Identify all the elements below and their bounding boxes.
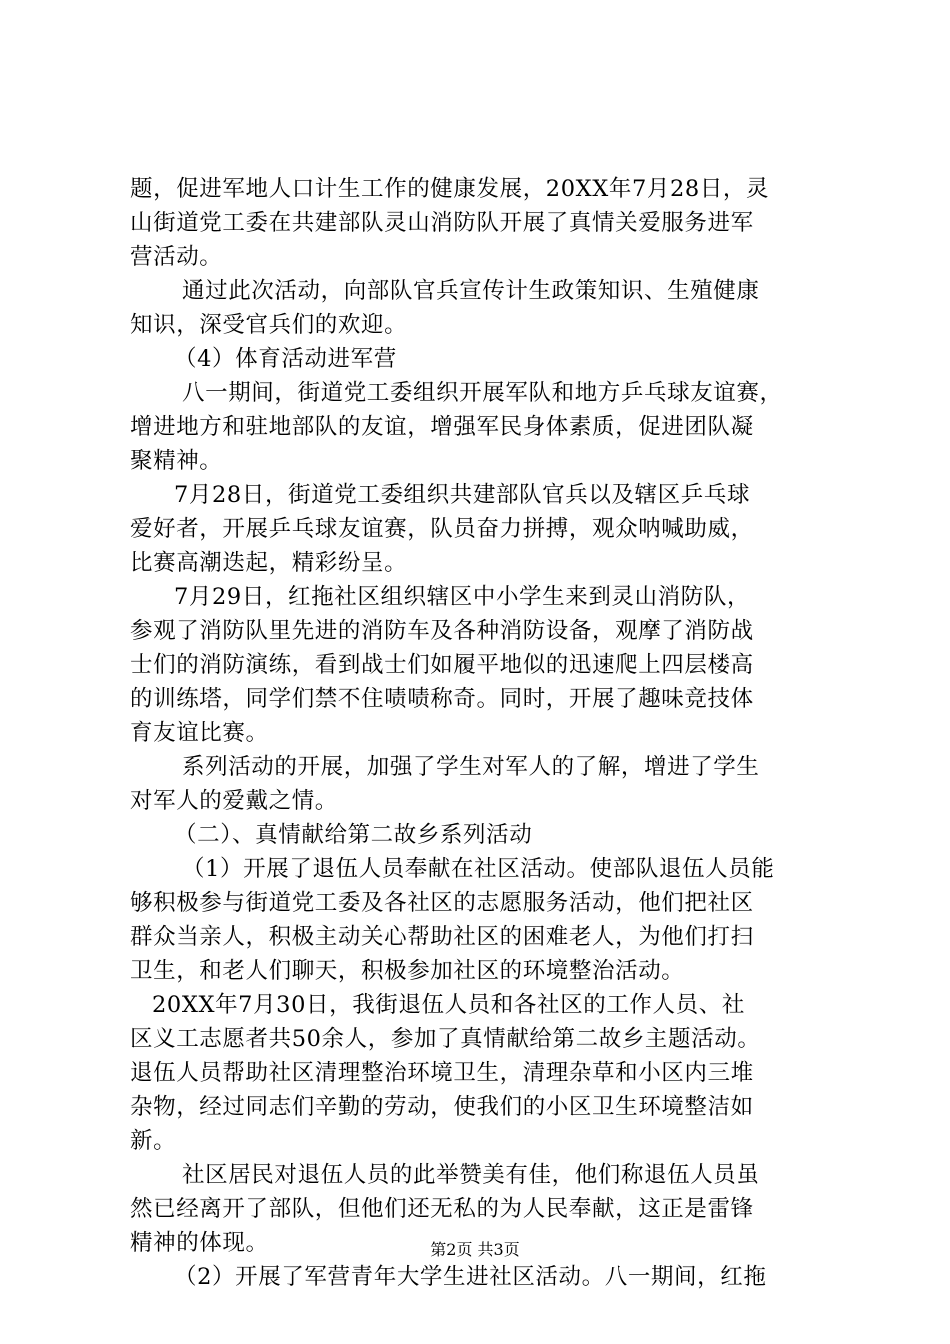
text-line: 题，促进军地人口计生工作的健康发展，20XX年7月28日，灵 [130,176,770,202]
text-line: 增进地方和驻地部队的友谊，增强军民身体素质，促进团队凝 [130,414,754,440]
text-line: 然已经离开了部队，但他们还无私的为人民奉献，这正是雷锋 [130,1196,754,1222]
text-line: 新。 [130,1128,177,1154]
text-line: 退伍人员帮助社区清理整治环境卫生，清理杂草和小区内三堆 [130,1060,754,1086]
text-line: （1）开展了退伍人员奉献在社区活动。使部队退伍人员能 [182,856,775,882]
text-line: 系列活动的开展，加强了学生对军人的了解，增进了学生 [182,754,760,780]
text-line: 知识，深受官兵们的欢迎。 [130,312,408,338]
text-line: 营活动。 [130,244,223,270]
text-line: （2）开展了军营青年大学生进社区活动。八一期间，红拖 [174,1264,767,1290]
body-text [130,172,830,1294]
text-line: 精神的体现。 [130,1230,269,1256]
text-line: 聚精神。 [130,448,223,474]
text-line: 八一期间，街道党工委组织开展军队和地方乒乓球友谊赛， [182,380,783,406]
text-line: 7月29日，红拖社区组织辖区中小学生来到灵山消防队， [174,584,751,610]
text-line: 群众当亲人，积极主动关心帮助社区的困难老人，为他们打扫 [130,924,754,950]
text-line: 比赛高潮迭起，精彩纷呈。 [130,550,408,576]
text-line: 7月28日，街道党工委组织共建部队官兵以及辖区乒乓球 [174,482,751,508]
text-line: 杂物，经过同志们辛勤的劳动，使我们的小区卫生环境整洁如 [130,1094,754,1120]
text-line: 对军人的爱戴之情。 [130,788,338,814]
text-line: 参观了消防队里先进的消防车及各种消防设备，观摩了消防战 [130,618,754,644]
text-line: 区义工志愿者共50余人，参加了真情献给第二故乡主题活动。 [130,1026,761,1052]
text-line: 爱好者，开展乒乓球友谊赛，队员奋力拼搏，观众呐喊助威， [130,516,754,542]
text-line: 山街道党工委在共建部队灵山消防队开展了真情关爱服务进军 [130,210,754,236]
text-line: （二）、真情献给第二故乡系列活动 [174,822,533,848]
text-line: 卫生，和老人们聊天，积极参加社区的环境整治活动。 [130,958,685,984]
text-line: 20XX年7月30日，我街退伍人员和各社区的工作人员、社 [152,992,745,1018]
text-line: 社区居民对退伍人员的此举赞美有佳，他们称退伍人员虽 [182,1162,760,1188]
page-footer: 第2页 共3页 [430,1240,520,1259]
text-line: 的训练塔，同学们禁不住啧啧称奇。同时，开展了趣味竞技体 [130,686,754,712]
text-line: 士们的消防演练，看到战士们如履平地似的迅速爬上四层楼高 [130,652,754,678]
text-line: 够积极参与街道党工委及各社区的志愿服务活动，他们把社区 [130,890,754,916]
text-line: 通过此次活动，向部队官兵宣传计生政策知识、生殖健康 [182,278,760,304]
text-line: （4）体育活动进军营 [174,346,397,372]
text-line: 育友谊比赛。 [130,720,269,746]
